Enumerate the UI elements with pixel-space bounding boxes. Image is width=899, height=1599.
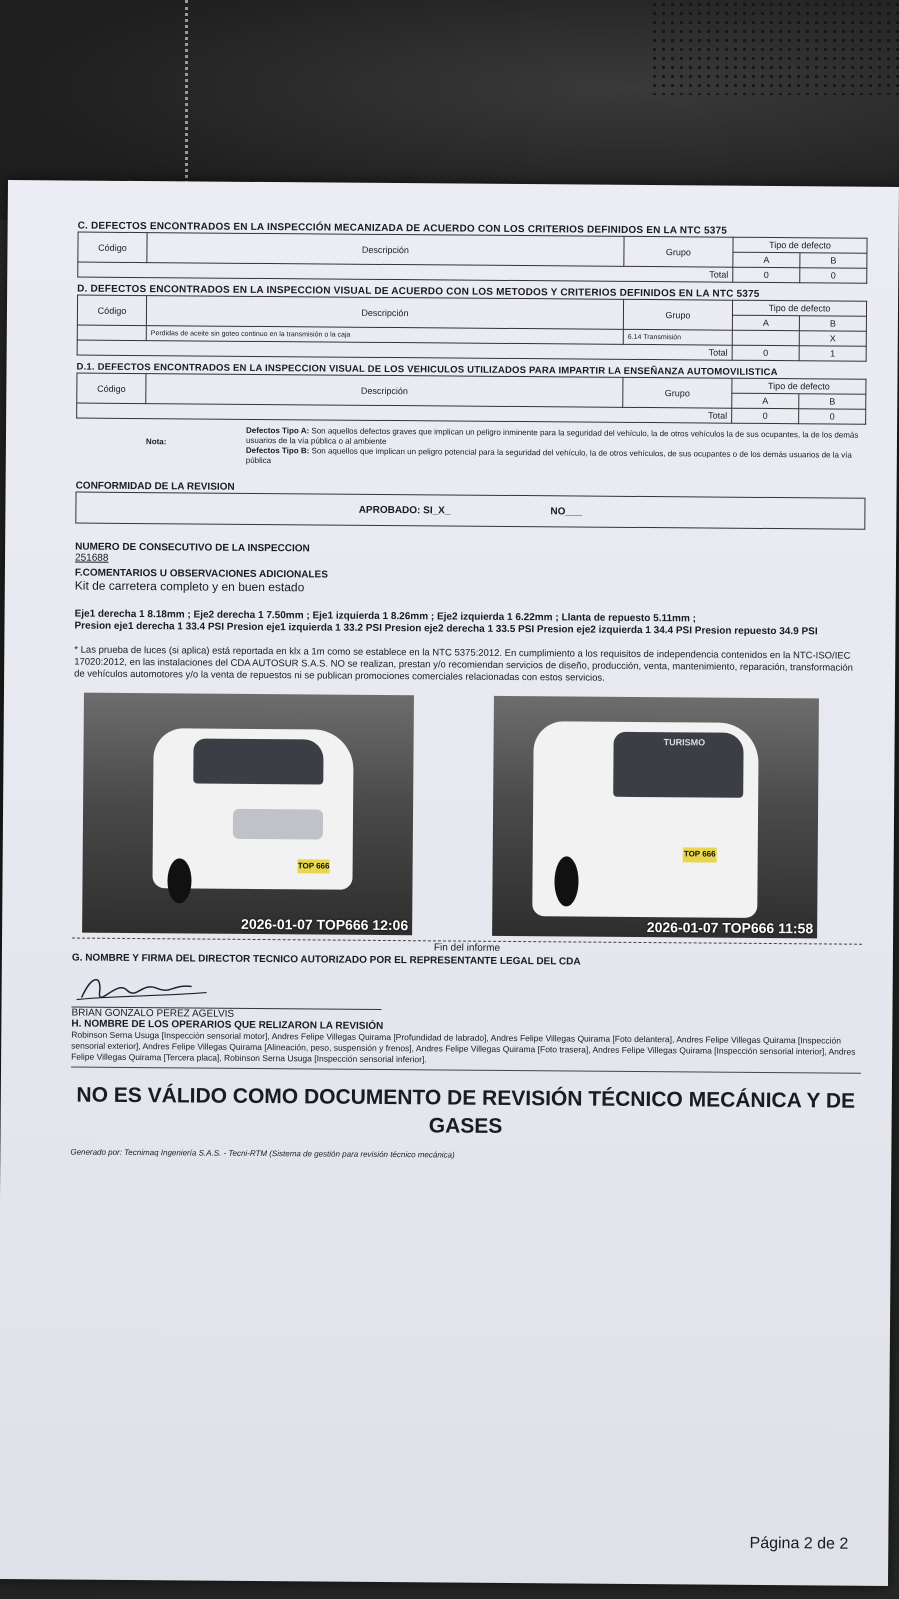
tipo-b-text: Son aquellos que implican un peligro potencial para la seguridad del vehículo, la de otros vehículos, de sus ocupantes o de los demás usuarios de la vía pública <box>245 446 852 466</box>
total-a: 0 <box>732 345 799 361</box>
page-number: Página 2 de 2 <box>749 1534 849 1553</box>
consecutivo-title: NUMERO DE CONSECUTIVO DE LA INSPECCION <box>75 541 310 555</box>
aprobado-si: APROBADO: SI_X_ <box>358 504 451 516</box>
col-descripcion: Descripción <box>146 374 623 408</box>
front-plate: TOP 666 <box>298 859 330 873</box>
rear-brand-text: TURISMO <box>663 737 706 748</box>
col-codigo: Código <box>77 373 146 404</box>
windshield <box>193 738 323 784</box>
rear-photo-timestamp: 2026-01-07 TOP666 11:58 <box>646 919 814 937</box>
director-title: G. NOMBRE Y FIRMA DEL DIRECTOR TECNICO AUTORIZADO POR EL REPRESENTANTE LEGAL DEL CDA <box>71 952 581 968</box>
col-codigo: Código <box>78 232 147 263</box>
rear-photo <box>492 696 819 939</box>
col-tipo-defecto: Tipo de defecto <box>733 237 867 253</box>
document-sheet <box>0 180 899 1586</box>
operarios-title: H. NOMBRE DE LOS OPERARIOS QUE RELIZARON LA REVISIÓN <box>71 1018 384 1032</box>
total-label: Total <box>78 262 733 282</box>
section-d1-title: D.1. DEFECTOS ENCONTRADOS EN LA INSPECCION VISUAL DE LOS VEHICULOS UTILIZADOS PARA IMPARTIR LA ENSEÑANZA AUTOMOVILISTICA <box>76 361 778 379</box>
document-content <box>70 221 867 1163</box>
medidas-llantas: Eje1 derecha 1 8.18mm ; Eje2 derecha 1 7.50mm ; Eje1 izquierda 1 8.26mm ; Eje2 izquierda 1 6.22mm ; Llanta de repuesto 5.11mm ; <box>74 608 697 625</box>
col-a: A <box>732 315 799 331</box>
front-grille <box>233 809 323 840</box>
col-a: A <box>733 252 800 268</box>
director-name: BRIAN GONZALO PEREZ AGELVIS <box>71 1007 235 1020</box>
col-b: B <box>799 394 866 410</box>
signature <box>72 970 212 1007</box>
presion-llantas: Presion eje1 derecha 1 33.4 PSI Presion eje1 izquierda 1 33.2 PSI Presion eje2 derecha 1 33.5 PSI Presion eje2 izquierda 1 34.4 PSI Presion repuesto 34.9 PSI <box>74 620 818 638</box>
operarios-text: Robinson Serna Usuga [Inspección sensorial motor], Andres Felipe Villegas Quirama [Profundidad de labrado], Andres Felipe Villegas Quirama [Foto delantera], Andres Felipe Villegas Quirama [Inspección sensorial exterior], Andres Felipe Villegas Quirama [Alineación, peso, suspensión y frenos], Andres Felipe Villegas Quirama [Foto trasera], Andres Felipe Villegas Quirama [Inspección sensorial interior], Andres Felipe Villegas Quirama [Tercera placa], Robinson Serna Usuga [Inspección sensorial inferior]. <box>71 1029 856 1065</box>
invalid-document-notice: NO ES VÁLIDO COMO DOCUMENTO DE REVISIÓN TÉCNICO MECÁNICA Y DE GASES <box>76 1083 856 1138</box>
col-grupo: Grupo <box>623 377 732 408</box>
col-codigo: Código <box>77 295 146 326</box>
row-b-mark: X <box>799 331 866 347</box>
conformidad-box <box>75 492 865 530</box>
luces-nota: * Las prueba de luces (si aplica) está reportada en klx a 1m como se establece en la NTC 5375:2012. En cumplimiento a los requisitos de independencia contenidos en la NTC-ISO/IEC 17020:2012, en las instalaciones del CDA AUTOSUR S.A.S. NO se realizan, prestan y/o recomiendan servicios de diseño, producción, venta, mantenimiento, reparación, transformación de vehículos automotores y/o la venta de repuestos ni se publican promociones comerciales relacionadas con estos servicios. <box>74 644 853 684</box>
section-d-title: D. DEFECTOS ENCONTRADOS EN LA INSPECCION VISUAL DE ACUERDO CON LOS METODOS Y CRITERIOS DEFINIDOS EN LA NTC 5375 <box>77 283 760 300</box>
total-label: Total <box>77 340 732 360</box>
col-b: B <box>799 316 866 332</box>
conformidad-title: CONFORMIDAD DE LA REVISION <box>75 480 235 493</box>
seat-stitching <box>185 0 198 190</box>
col-grupo: Grupo <box>624 236 733 267</box>
aprobado-no: NO___ <box>550 505 583 518</box>
section-d-table <box>77 295 867 362</box>
front-wheel <box>167 858 191 903</box>
col-a: A <box>732 393 799 409</box>
section-d1-table <box>76 373 866 425</box>
signature-area <box>72 970 862 1014</box>
tipo-a-label: Defectos Tipo A: <box>246 425 310 436</box>
seat-perforation <box>650 0 899 95</box>
nota-block <box>76 425 866 471</box>
section-c-title: C. DEFECTOS ENCONTRADOS EN LA INSPECCIÓN MECANIZADA DE ACUERDO CON LOS CRITERIOS DEFINIDOS EN LA NTC 5375 <box>77 220 728 237</box>
total-b: 0 <box>800 268 867 284</box>
row-description: Perdidas de aceite sin goteo continuo en la transmisión o la caja <box>146 326 623 345</box>
rear-plate: TOP 666 <box>683 847 717 862</box>
tipo-b-label: Defectos Tipo B: <box>245 445 310 456</box>
section-c-table <box>77 232 867 284</box>
total-b: 1 <box>799 346 866 362</box>
col-grupo: Grupo <box>623 299 732 330</box>
photos-row <box>72 693 864 944</box>
nota-label: Nota: <box>145 437 167 447</box>
total-a: 0 <box>732 408 799 424</box>
generated-by: Generado por: Tecnimaq Ingeniería S.A.S. - Tecni-RTM (Sistema de gestión para revisión técnico mecánica) <box>70 1147 455 1160</box>
comentarios-text: Kit de carretera completo y en buen estado <box>74 578 305 595</box>
tipo-a-text: Son aquellos defectos graves que implican un peligro inminente para la seguridad del vehículo, la de otros vehículos la de sus ocupantes, la de los demás usuarios de la vía pública o al ambiente <box>245 426 859 446</box>
consecutivo-value: 251688 <box>74 552 109 564</box>
front-photo-timestamp: 2026-01-07 TOP666 12:06 <box>241 915 409 934</box>
total-a: 0 <box>733 267 800 283</box>
col-descripcion: Descripción <box>146 296 623 330</box>
front-photo <box>82 693 414 936</box>
row-grupo: 6.14 Transmisión <box>623 329 732 345</box>
fin-informe: Fin del informe <box>433 942 501 954</box>
comentarios-title: F.COMENTARIOS U OBSERVACIONES ADICIONALES <box>74 567 328 581</box>
total-label: Total <box>77 403 732 423</box>
col-descripcion: Descripción <box>147 233 624 267</box>
col-tipo-defecto: Tipo de defecto <box>732 300 866 316</box>
col-tipo-defecto: Tipo de defecto <box>732 378 866 394</box>
col-b: B <box>800 253 867 269</box>
total-b: 0 <box>799 409 866 425</box>
